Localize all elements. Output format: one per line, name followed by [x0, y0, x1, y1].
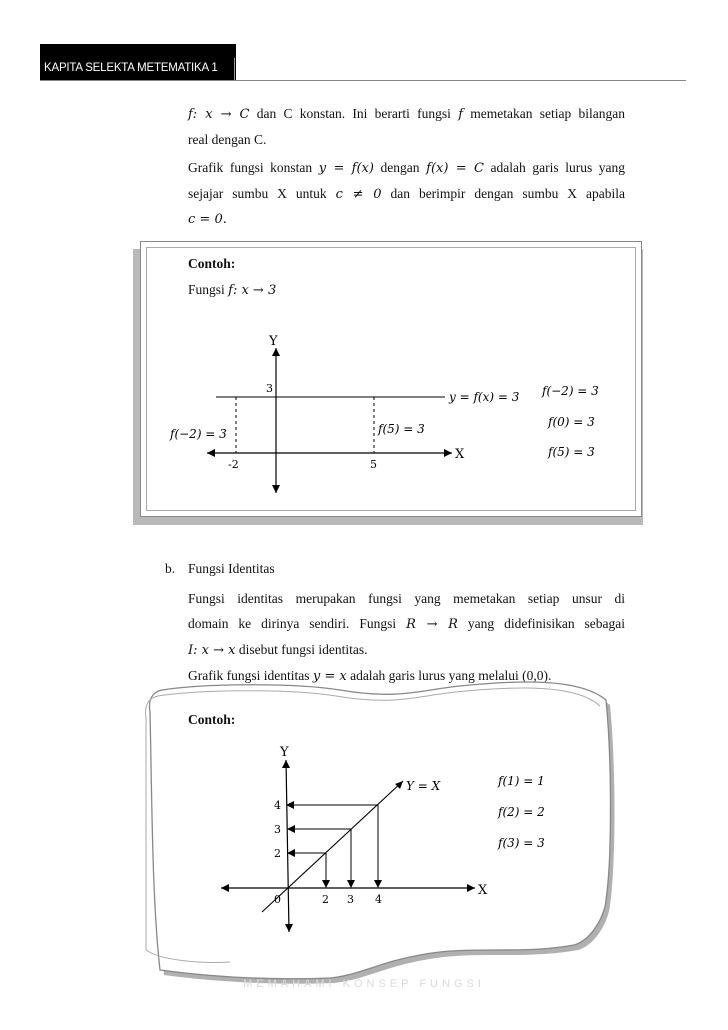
text: adalah garis lurus yang	[483, 160, 626, 175]
left-label: f(−2) = 3	[170, 427, 227, 441]
result-2: f(0) = 3	[548, 415, 595, 429]
math-r-to-r: R → R	[406, 617, 458, 632]
math-identity: I: x → x	[188, 643, 236, 658]
result-1: f(−2) = 3	[542, 384, 599, 398]
text: sejajar sumbu X untuk	[188, 186, 336, 201]
section-b-marker: b.	[165, 561, 176, 576]
math-y-fx: y = f(x)	[318, 161, 374, 176]
tick-3: 3	[266, 382, 273, 395]
result2-1: f(1) = 1	[498, 774, 545, 788]
y-tick-3: 3	[274, 823, 281, 836]
math-y-x: y = x	[312, 669, 347, 684]
text: Fungsi	[188, 282, 229, 297]
x-tick-2: 2	[322, 893, 329, 906]
example2-heading: Contoh:	[188, 712, 236, 727]
section-b-line-1: Fungsi identitas merupakan fungsi yang memetakan setiap unsur di	[188, 591, 625, 606]
math-c-neq-0: c ≠ 0	[335, 187, 382, 202]
text: memetakan setiap bilangan	[463, 106, 626, 121]
footer-watermark: MEMAHAMI KONSEP FUNGSI	[243, 978, 485, 990]
math-f-x-3: f: x → 3	[228, 283, 277, 298]
origin-label: 0	[274, 893, 281, 906]
intro-line-5: c = 0.	[188, 212, 227, 227]
example1-heading: Contoh:	[188, 256, 236, 271]
math-mapping: f: x → C	[188, 107, 250, 122]
result2-3: f(3) = 3	[498, 836, 545, 850]
text: dengan	[373, 160, 427, 175]
text: Grafik fungsi identitas	[188, 668, 313, 683]
result-3: f(5) = 3	[548, 445, 595, 459]
text: dan berimpir dengan sumbu X apabila	[381, 186, 626, 201]
text: dan C konstan. Ini berarti fungsi	[249, 106, 459, 121]
result2-2: f(2) = 2	[498, 805, 545, 819]
intro-line-2: real dengan C.	[188, 132, 267, 147]
tick-neg2: -2	[228, 458, 239, 471]
identity-label: Y = X	[406, 779, 441, 793]
text: Grafik fungsi konstan	[188, 160, 319, 175]
y-tick-2: 2	[274, 847, 281, 860]
math-fx-c: f(x) = C	[426, 161, 484, 176]
mid-label: f(5) = 3	[378, 422, 425, 436]
section-b-title: Fungsi Identitas	[188, 561, 275, 576]
text: domain ke dirinya sendiri. Fungsi	[188, 616, 407, 631]
y-tick-4: 4	[274, 799, 281, 812]
text: yang didefinisikan sebagai	[457, 616, 625, 631]
y-axis-label-2: Y	[280, 745, 289, 760]
x-tick-3: 3	[347, 893, 354, 906]
math-f: f	[458, 107, 463, 122]
y-axis-label: Y	[269, 334, 278, 349]
tick-5: 5	[370, 458, 377, 471]
x-axis-label: X	[455, 447, 465, 462]
x-tick-4: 4	[375, 893, 382, 906]
text: disebut fungsi identitas.	[235, 642, 368, 657]
x-axis-label-2: X	[478, 883, 488, 898]
text: adalah garis lurus yang melalui (0,0).	[346, 668, 552, 683]
header-title: KAPITA SELEKTA METEMATIKA 1	[44, 62, 218, 74]
line-label: y = f(x) = 3	[449, 390, 520, 404]
